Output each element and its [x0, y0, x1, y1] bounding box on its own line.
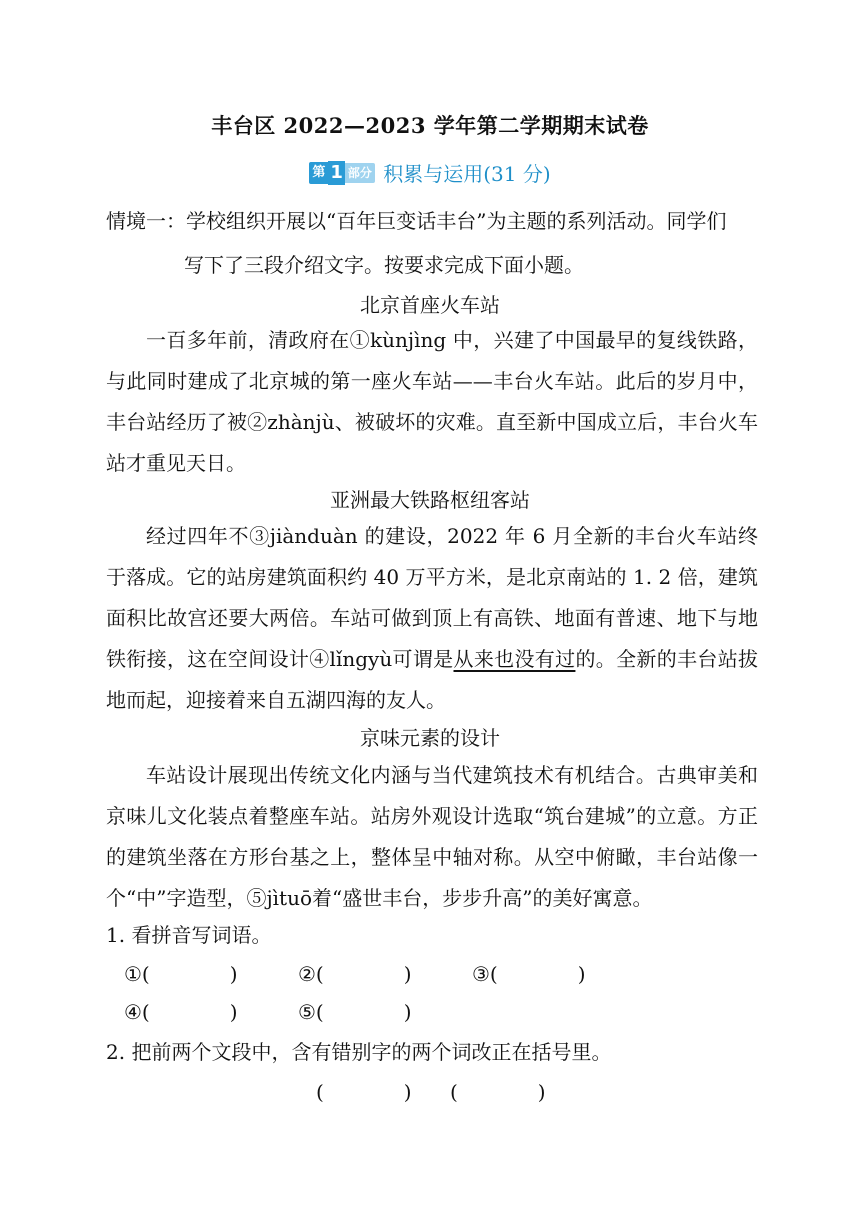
- section-badge: [309, 161, 375, 185]
- passage-heading-1: 北京首座火车站: [360, 293, 500, 317]
- exam-title: 丰台区 2022—2023 学年第二学期期末试卷: [211, 113, 649, 138]
- passage-text-3: 车站设计展现出传统文化内涵与当代建筑技术有机结合。古典审美和京味儿文化装点着整座车站。站房外观设计选取“筑台建城”的立意。方正的建筑坐落在方形台基之上，整体呈中轴对称。从空中俯瞰，丰台站像一个“中”字造型，⑤jìtuō着“盛世丰台，步步升高”的美好寓意。: [106, 763, 758, 910]
- scenario-intro-line1: 情境一：学校组织开展以“百年巨变话丰台”为主题的系列活动。同学们: [106, 209, 727, 233]
- passage-text-2: [106, 516, 758, 721]
- correction-blank-2[interactable]: ( ): [450, 1080, 546, 1104]
- badge-prefix: 第: [309, 162, 328, 184]
- answer-blank-5[interactable]: ⑤( ): [298, 1000, 412, 1024]
- passage-heading-3: 京味元素的设计: [360, 726, 500, 750]
- passage-text-1: 一百多年前，清政府在①kùnjìng 中，兴建了中国最早的复线铁路，与此同时建成了北京城的第一座火车站——丰台火车站。此后的岁月中，丰台站经历了被②zhànjù、被破坏的灾难。直至新中国成立后，丰台火车站才重见天日。: [106, 328, 758, 475]
- section-heading: [0, 158, 860, 187]
- passage-text-2-after: 的。全新的丰台站拔地而起，迎接着来自五湖四海的友人。: [106, 647, 759, 712]
- correction-blank-1[interactable]: ( ): [316, 1080, 412, 1104]
- question-1: 1. 看拼音写词语。: [106, 923, 272, 947]
- passage-text-2-before: 经过四年不③jiànduàn 的建设，2022 年 6 月全新的丰台火车站终于落成。它的站房建筑面积约 40 万平方米，是北京南站的 1. 2 倍，建筑面积比故宫还要大两倍。车站可做到顶上有高铁、地面有普速、地下与地铁衔接，这在空间设计④lǐngyù可谓是: [106, 524, 758, 671]
- underlined-phrase: 从来也没有过: [453, 647, 576, 671]
- question-2: 2. 把前两个文段中，含有错别字的两个词改正在括号里。: [106, 1040, 612, 1064]
- badge-number: 1: [330, 161, 343, 183]
- answer-blank-2[interactable]: ②( ): [298, 962, 412, 986]
- answer-blank-4[interactable]: ④( ): [124, 1000, 238, 1024]
- scenario-intro-line2: 写下了三段介绍文字。按要求完成下面小题。: [184, 253, 584, 277]
- answer-blank-1[interactable]: ①( ): [124, 962, 238, 986]
- passage-heading-2: 亚洲最大铁路枢纽客站: [330, 488, 530, 512]
- badge-suffix: 部分: [345, 163, 375, 183]
- section-label: 积累与运用(31 分): [383, 162, 551, 186]
- answer-blank-3[interactable]: ③( ): [472, 962, 586, 986]
